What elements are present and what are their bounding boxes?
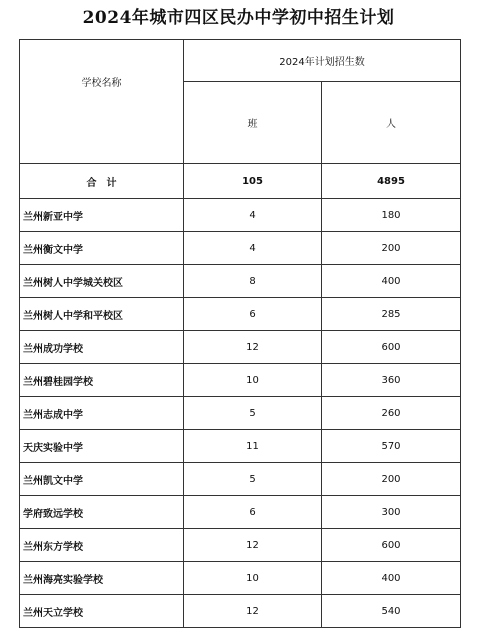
table-row — [20, 199, 461, 232]
students-cell: 570 — [322, 430, 461, 463]
students-cell: 400 — [322, 265, 461, 298]
school-name-cell: 学府致远学校 — [20, 496, 184, 529]
table-row — [20, 397, 461, 430]
school-name-cell: 兰州海亮实验学校 — [20, 562, 184, 595]
school-name-cell: 兰州衡文中学 — [20, 232, 184, 265]
table-row — [20, 265, 461, 298]
students-cell: 400 — [322, 562, 461, 595]
classes-cell: 10 — [184, 562, 322, 595]
school-name-cell: 兰州新亚中学 — [20, 199, 184, 232]
table-row — [20, 331, 461, 364]
students-cell: 600 — [322, 529, 461, 562]
table-row — [20, 496, 461, 529]
students-cell: 360 — [322, 364, 461, 397]
total-students: 4895 — [322, 164, 461, 199]
students-cell: 600 — [322, 331, 461, 364]
school-name-cell: 兰州东方学校 — [20, 529, 184, 562]
school-name-cell: 天庆实验中学 — [20, 430, 184, 463]
page-title: 2024年城市四区民办中学初中招生计划 — [82, 8, 395, 28]
table-row — [20, 232, 461, 265]
table-row — [20, 529, 461, 562]
plan-group-header: 2024年计划招生数 — [184, 40, 461, 82]
classes-cell: 12 — [184, 331, 322, 364]
school-name-cell: 兰州天立学校 — [20, 595, 184, 628]
school-name-cell: 兰州碧桂园学校 — [20, 364, 184, 397]
classes-cell: 6 — [184, 496, 322, 529]
students-cell: 180 — [322, 199, 461, 232]
students-cell: 200 — [322, 232, 461, 265]
enrollment-plan-table — [19, 39, 461, 628]
classes-cell: 12 — [184, 529, 322, 562]
classes-cell: 5 — [184, 397, 322, 430]
students-cell: 540 — [322, 595, 461, 628]
total-classes: 105 — [184, 164, 322, 199]
classes-cell: 5 — [184, 463, 322, 496]
classes-header: 班 — [184, 82, 322, 164]
total-label: 合 计 — [20, 164, 184, 199]
table-row — [20, 595, 461, 628]
school-name-cell: 兰州志成中学 — [20, 397, 184, 430]
total-row — [20, 164, 461, 199]
school-name-header-label: 学校名称 — [81, 78, 122, 89]
classes-cell: 4 — [184, 232, 322, 265]
table-row — [20, 562, 461, 595]
classes-cell: 6 — [184, 298, 322, 331]
table-row — [20, 364, 461, 397]
classes-cell: 11 — [184, 430, 322, 463]
classes-cell: 12 — [184, 595, 322, 628]
school-name-header — [20, 40, 184, 164]
table-row — [20, 430, 461, 463]
table-row — [20, 463, 461, 496]
students-cell: 285 — [322, 298, 461, 331]
school-name-cell: 兰州凯文中学 — [20, 463, 184, 496]
classes-cell: 4 — [184, 199, 322, 232]
students-header: 人 — [322, 82, 461, 164]
classes-cell: 10 — [184, 364, 322, 397]
school-name-cell: 兰州树人中学和平校区 — [20, 298, 184, 331]
table-header-row — [20, 40, 461, 82]
school-name-cell: 兰州树人中学城关校区 — [20, 265, 184, 298]
students-cell: 200 — [322, 463, 461, 496]
students-cell: 260 — [322, 397, 461, 430]
classes-cell: 8 — [184, 265, 322, 298]
students-cell: 300 — [322, 496, 461, 529]
school-name-cell: 兰州成功学校 — [20, 331, 184, 364]
table-row — [20, 298, 461, 331]
